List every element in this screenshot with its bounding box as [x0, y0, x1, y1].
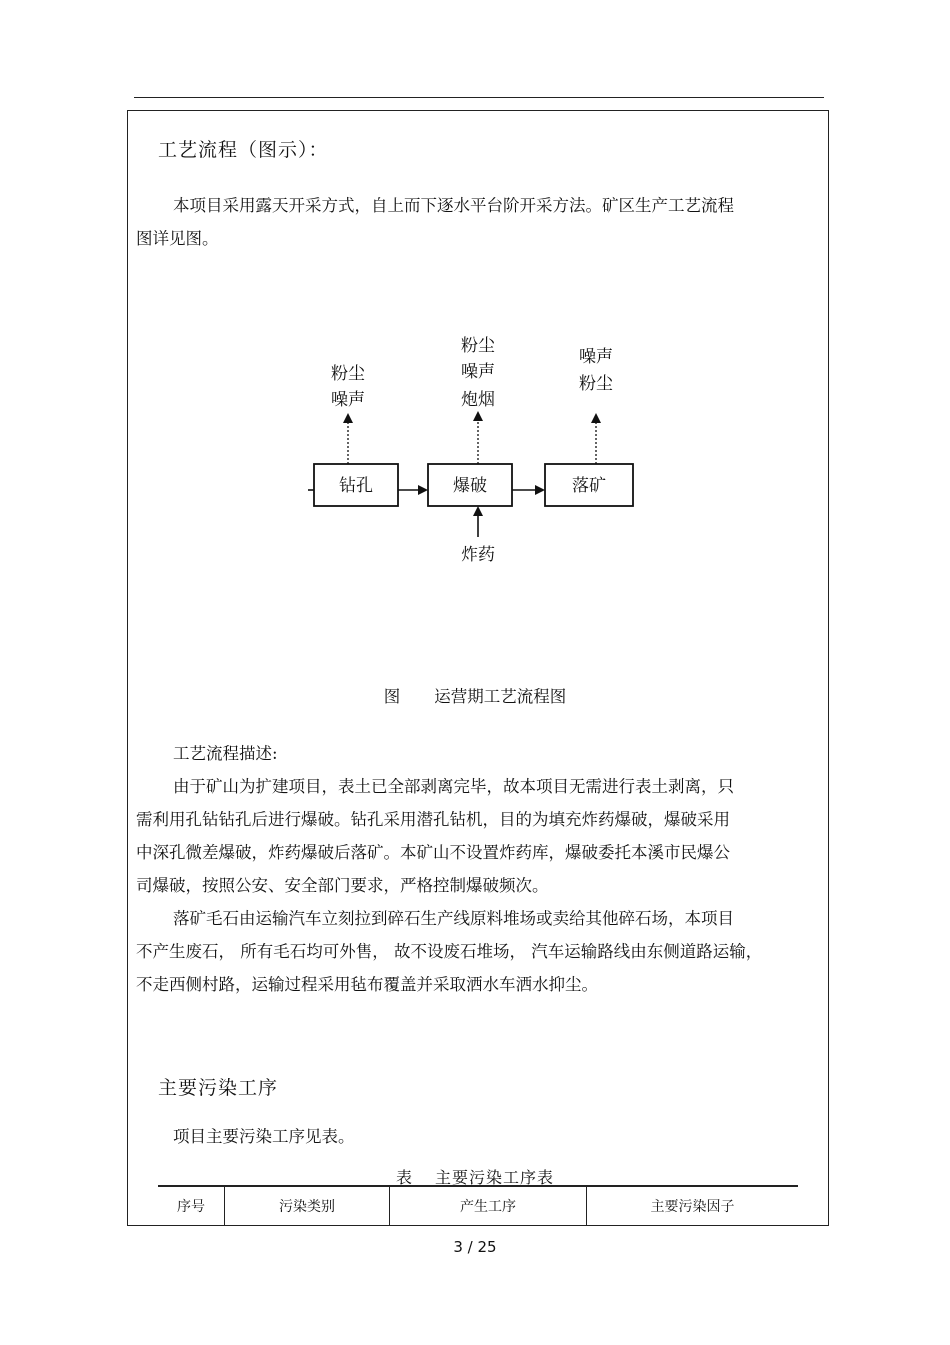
figure-caption: [0, 683, 950, 707]
node-blasting: [428, 464, 512, 506]
pollution-table: [158, 1186, 798, 1226]
emission-blasting-2: 噪声: [461, 362, 495, 382]
node-drilling-label: 钻孔: [339, 476, 373, 496]
input-explosive-label: 炸药: [461, 545, 495, 565]
intro-line-2: 图详见图。: [136, 229, 219, 248]
description-para1-line-2: 需利用孔钻钻孔后进行爆破。钻孔采用潜孔钻机，目的为填充炸药爆破，爆破采用: [136, 810, 730, 829]
page-number: 3 / 25: [453, 1238, 497, 1256]
emission-blasting-1: 粉尘: [461, 336, 495, 356]
figure-caption-prefix: 图: [383, 687, 401, 706]
node-drilling: [314, 464, 398, 506]
description-para2-line-1: 落矿毛石由运输汽车立刻拉到碎石生产线原料堆场或卖给其他碎石场，本项目: [173, 909, 734, 928]
node-ore-fall: [545, 464, 633, 506]
table-caption-title: 主要污染工序表: [435, 1168, 555, 1187]
process-flow-diagram: [300, 325, 650, 570]
section-heading-pollution: 主要污染工序: [158, 1077, 279, 1099]
table-header-index: 序号: [158, 1186, 225, 1226]
node-ore-fall-label: 落矿: [572, 476, 606, 496]
figure-caption-title: 运营期工艺流程图: [434, 687, 567, 706]
description-heading: 工艺流程描述:: [173, 744, 278, 763]
intro-paragraph: [136, 189, 796, 255]
emission-drilling-1: 粉尘: [331, 364, 365, 384]
section-heading-process-flow: 工艺流程（图示）：: [158, 139, 329, 161]
emission-drilling-2: 噪声: [331, 390, 365, 410]
emission-ore-fall-2: 粉尘: [579, 374, 613, 394]
description-block: [136, 737, 796, 1001]
node-blasting-label: 爆破: [453, 476, 487, 496]
table-header-category: 污染类别: [225, 1186, 390, 1226]
description-para1-line-1: 由于矿山为扩建项目，表土已全部剥离完毕，故本项目无需进行表土剥离，只: [173, 777, 734, 796]
pollution-intro: [136, 1120, 796, 1153]
description-para1-line-4: 司爆破，按照公安、安全部门要求，严格控制爆破频次。: [136, 876, 549, 895]
table-header-process: 产生工序: [390, 1186, 587, 1226]
emission-ore-fall-1: 噪声: [579, 347, 613, 367]
description-para2-line-2: 不产生废石， 所有毛石均可外售， 故不设废石堆场， 汽车运输路线由东侧道路运输，: [136, 942, 763, 961]
pollution-intro-line: 项目主要污染工序见表。: [173, 1127, 355, 1146]
content-frame: [127, 110, 829, 1226]
description-para1-line-3: 中深孔微差爆破，炸药爆破后落矿。本矿山不设置炸药库，爆破委托本溪市民爆公: [136, 843, 730, 862]
description-para2-line-3: 不走西侧村路，运输过程采用毡布覆盖并采取洒水车洒水抑尘。: [136, 975, 598, 994]
table-header-factor: 主要污染因子: [650, 1199, 735, 1215]
table-caption-prefix: 表: [395, 1168, 413, 1187]
header-rule: [134, 97, 824, 98]
table-header-row: [158, 1186, 798, 1226]
emission-blasting-3: 炮烟: [461, 390, 495, 410]
intro-line-1: 本项目采用露天开采方式，自上而下逐水平台阶开采方法。矿区生产工艺流程: [173, 196, 734, 215]
table-header-bottom-rule: [158, 1225, 798, 1226]
